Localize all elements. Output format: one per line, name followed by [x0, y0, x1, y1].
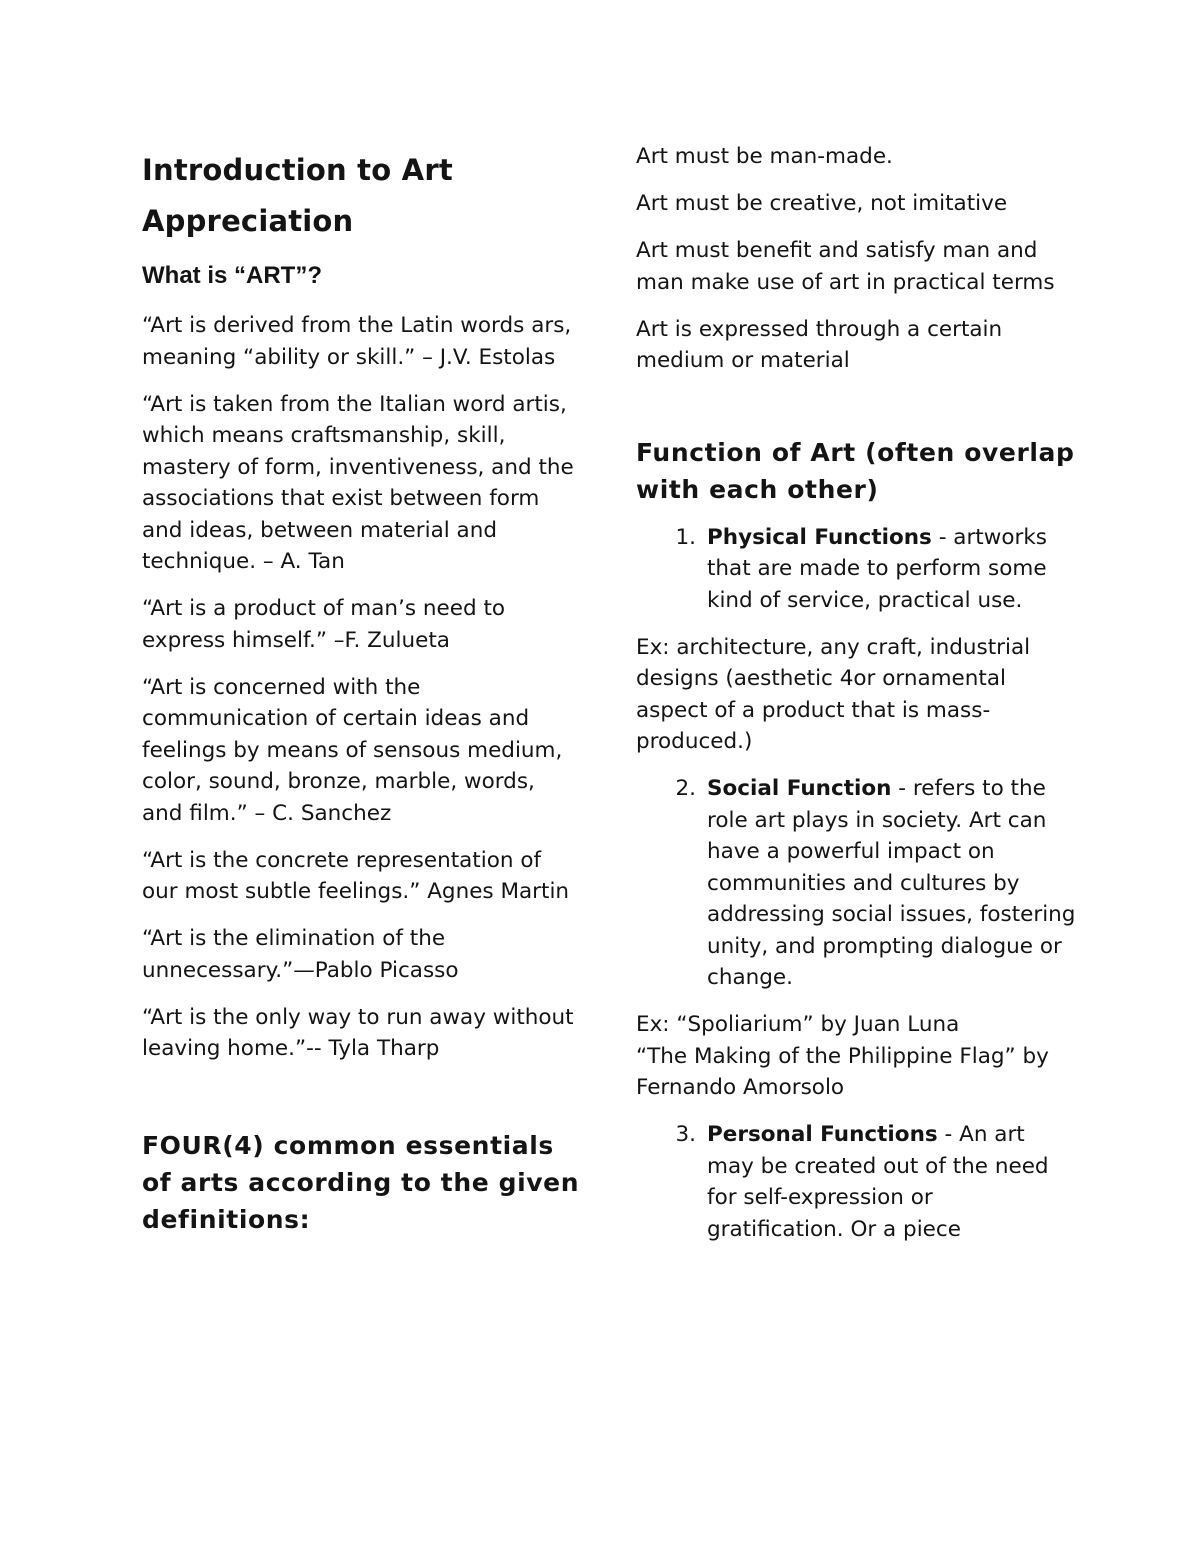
list-number: 2.	[675, 776, 696, 801]
function-item-social	[636, 773, 1076, 994]
list-number: 3.	[675, 1122, 696, 1147]
function-separator: -	[931, 524, 954, 550]
quote-tharp: “Art is the only way to run away without leaving home.”-- Tyla Tharp	[142, 1004, 574, 1061]
quote-martin: “Art is the concrete representation of our most subtle feelings.” Agnes Martin	[142, 847, 570, 904]
right-column	[636, 141, 1076, 1261]
function-item-physical	[636, 522, 1076, 617]
quote-tan: “Art is taken from the Italian word artis, which means craftsmanship, skill, mastery of form, inventiveness, and the associations that exist between form and ideas, between material and technique. – A. Tan	[142, 391, 574, 574]
left-column	[142, 145, 582, 1252]
essentials-heading: FOUR(4) common essentials of arts according to the given definitions:	[142, 1130, 580, 1234]
function-title: Social Function	[707, 776, 892, 801]
quote-zulueta: “Art is a product of man’s need to express himself.” –F. Zulueta	[142, 596, 506, 653]
function-text: An art may be created out of the need for self-expression or gratification. Or a piece	[707, 1122, 1049, 1242]
essential-item: Art must be man-made.	[636, 144, 893, 169]
function-title: Physical Functions	[707, 524, 932, 550]
example-physical: Ex: architecture, any craft, industrial designs (aesthetic 4or ornamental aspect of a product that is mass-produced.)	[636, 634, 1031, 754]
function-title: Personal Functions	[707, 1122, 938, 1147]
function-heading: Function of Art (often overlap with each other)	[636, 437, 1075, 504]
quote-estolas: “Art is derived from the Latin words ars, meaning “ability or skill.” – J.V. Estolas	[142, 313, 572, 370]
essential-item: Art is expressed through a certain medium or material	[636, 316, 1003, 373]
quote-sanchez: “Art is concerned with the communication of certain ideas and feelings by means of sensous medium, color, sound, bronze, marble, words, and film.” – C. Sanchez	[142, 674, 563, 826]
page-title: Introduction to Art Appreciation	[142, 153, 453, 238]
example-social-line: Ex: “Spoliarium” by Juan Luna	[636, 1012, 960, 1037]
essential-item: Art must be creative, not imitative	[636, 191, 1008, 216]
list-number: 1.	[675, 524, 696, 550]
function-separator: -	[891, 776, 913, 801]
function-separator: -	[937, 1122, 960, 1147]
example-social-line: “The Making of the Philippine Flag” by	[636, 1043, 1049, 1069]
essential-item: Art must benefit and satisfy man and man make use of art in practical terms	[636, 238, 1055, 295]
example-social-line: Fernando Amorsolo	[636, 1075, 845, 1100]
quote-picasso: “Art is the elimination of the unnecessary.”—Pablo Picasso	[142, 926, 459, 983]
what-is-art-heading: What is “ART”?	[142, 262, 322, 289]
function-item-personal	[636, 1119, 1076, 1245]
example-social	[636, 1009, 1076, 1104]
function-text: artworks that are made to perform some kind of service, practical use.	[707, 524, 1047, 613]
function-text: refers to the role art plays in society. Art can have a powerful impact on communities and cultures by addressing social issues, fostering unity, and prompting dialogue or change.	[707, 776, 1076, 990]
